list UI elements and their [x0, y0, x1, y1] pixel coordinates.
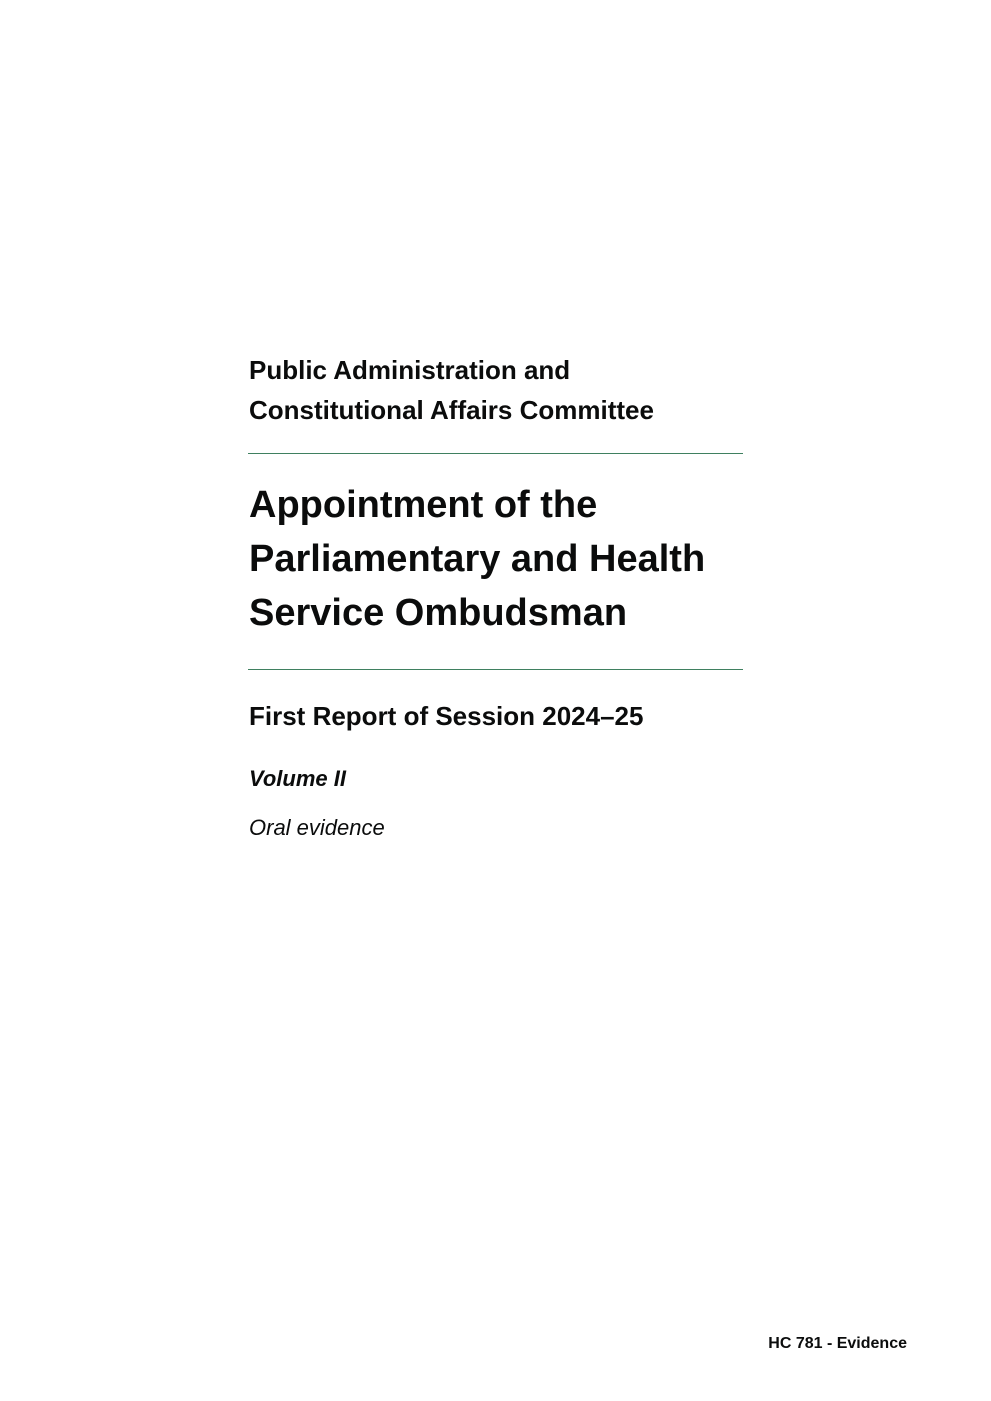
committee-line-2: Constitutional Affairs Committee: [249, 395, 654, 425]
volume-label: Volume II: [249, 766, 346, 791]
title-line-2: Parliamentary and Health: [249, 538, 706, 580]
committee-line-1: Public Administration and: [249, 355, 571, 385]
divider-bottom: [248, 669, 743, 670]
volume-subtitle: Oral evidence: [249, 815, 385, 840]
title-line-1: Appointment of the: [249, 484, 598, 526]
committee-name: [249, 350, 769, 430]
title-line-3: Service Ombudsman: [249, 592, 628, 634]
session-heading: First Report of Session 2024–25: [249, 701, 644, 731]
house-paper-reference: HC 781 - Evidence: [768, 1335, 907, 1352]
divider-top: [248, 453, 743, 454]
report-title: [249, 478, 769, 640]
